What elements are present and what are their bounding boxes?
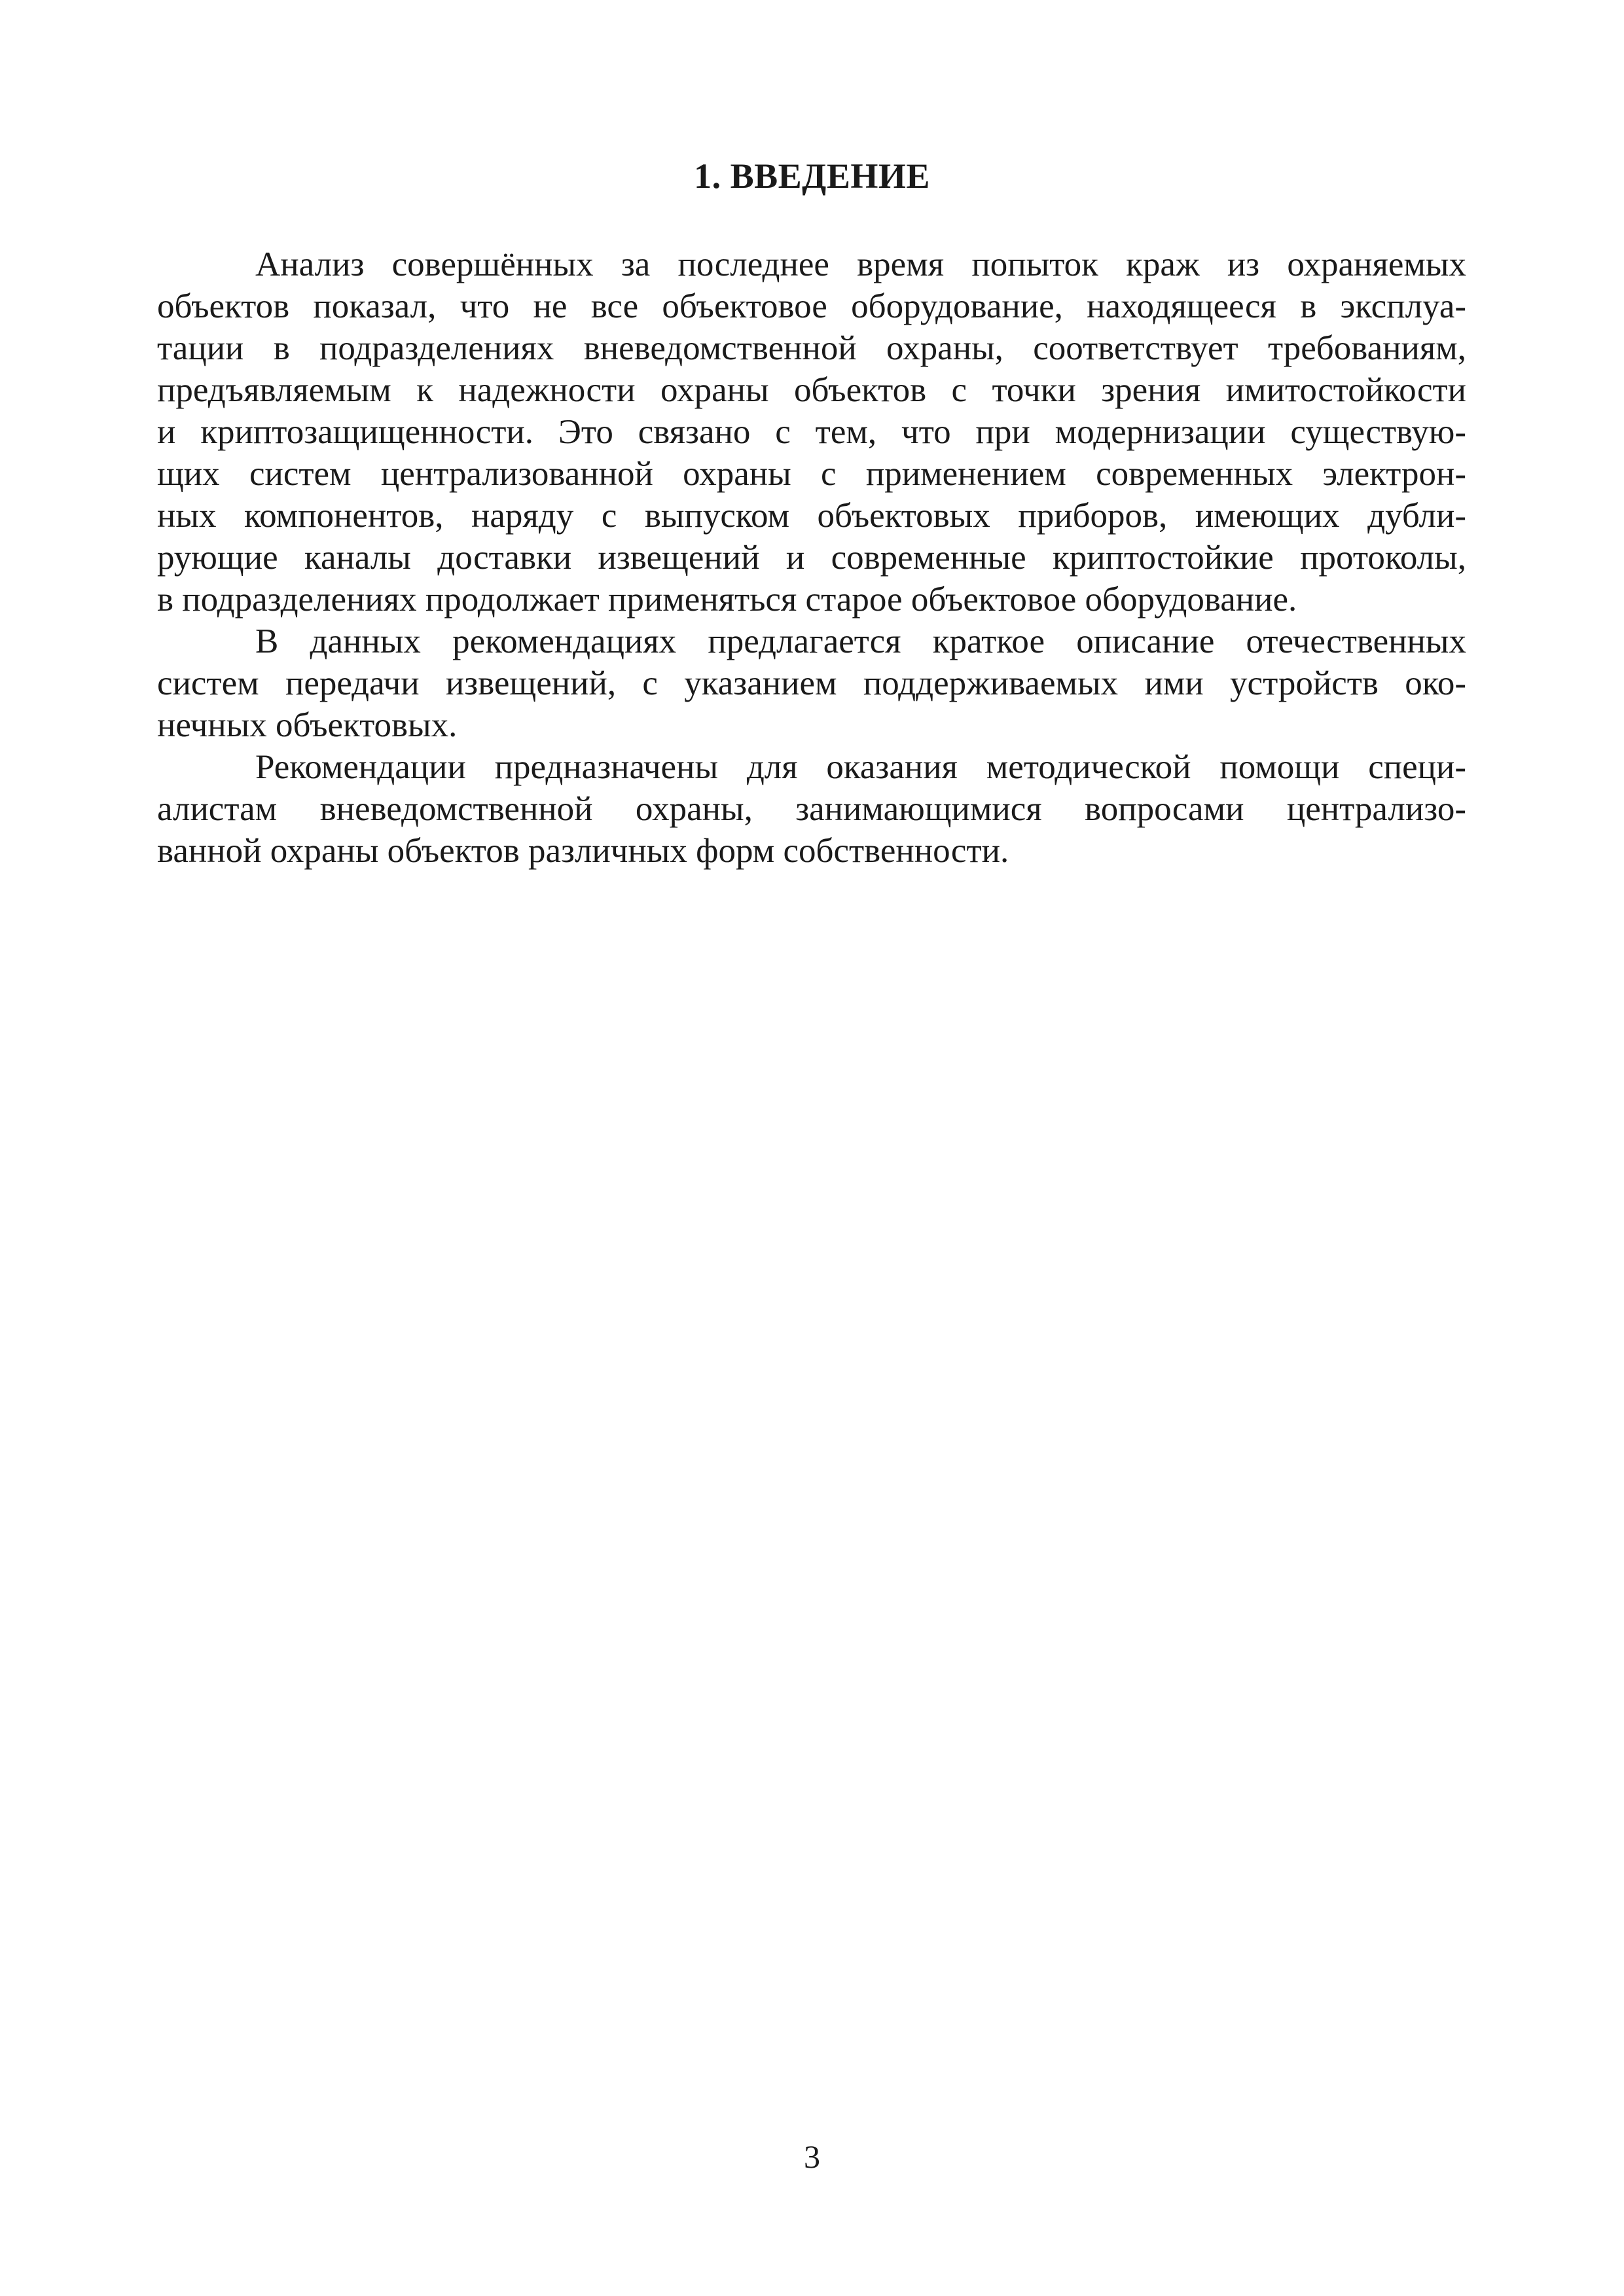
paragraph-1-line: в подразделениях продолжает применяться старое объектовое оборудование. bbox=[157, 581, 1297, 619]
section-heading: 1. ВВЕДЕНИЕ bbox=[694, 156, 930, 196]
paragraph-2-line: нечных объектовых. bbox=[157, 706, 458, 744]
paragraph-1-line: и криптозащищенности. Это связано с тем, что при модернизации существую- bbox=[157, 413, 1466, 451]
page-number: 3 bbox=[804, 2138, 820, 2175]
paragraph-3-line: ванной охраны объектов различных форм собственности. bbox=[157, 832, 1009, 870]
paragraph-1-line: тации в подразделениях вневедомственной охраны, соответствует требованиям, bbox=[157, 329, 1466, 367]
paragraph-3-line: Рекомендации предназначены для оказания методической помощи специ- bbox=[255, 748, 1466, 786]
paragraph-1-line: предъявляемым к надежности охраны объектов с точки зрения имитостойкости bbox=[157, 371, 1466, 409]
paragraph-1-line: ных компонентов, наряду с выпуском объектовых приборов, имеющих дубли- bbox=[157, 497, 1466, 535]
paragraph-1-line: щих систем централизованной охраны с применением современных электрон- bbox=[157, 455, 1466, 493]
paragraph-1-line: объектов показал, что не все объектовое оборудование, находящееся в эксплуа- bbox=[157, 287, 1466, 325]
paragraph-2-line: систем передачи извещений, с указанием поддерживаемых ими устройств око- bbox=[157, 664, 1466, 702]
paragraph-2-line: В данных рекомендациях предлагается краткое описание отечественных bbox=[255, 622, 1466, 660]
paragraph-1-line: Анализ совершённых за последнее время попыток краж из охраняемых bbox=[255, 245, 1466, 283]
paragraph-1-line: рующие каналы доставки извещений и современные криптостойкие протоколы, bbox=[157, 539, 1466, 577]
paragraph-3-line: алистам вневедомственной охраны, занимающимися вопросами централизо- bbox=[157, 790, 1466, 828]
